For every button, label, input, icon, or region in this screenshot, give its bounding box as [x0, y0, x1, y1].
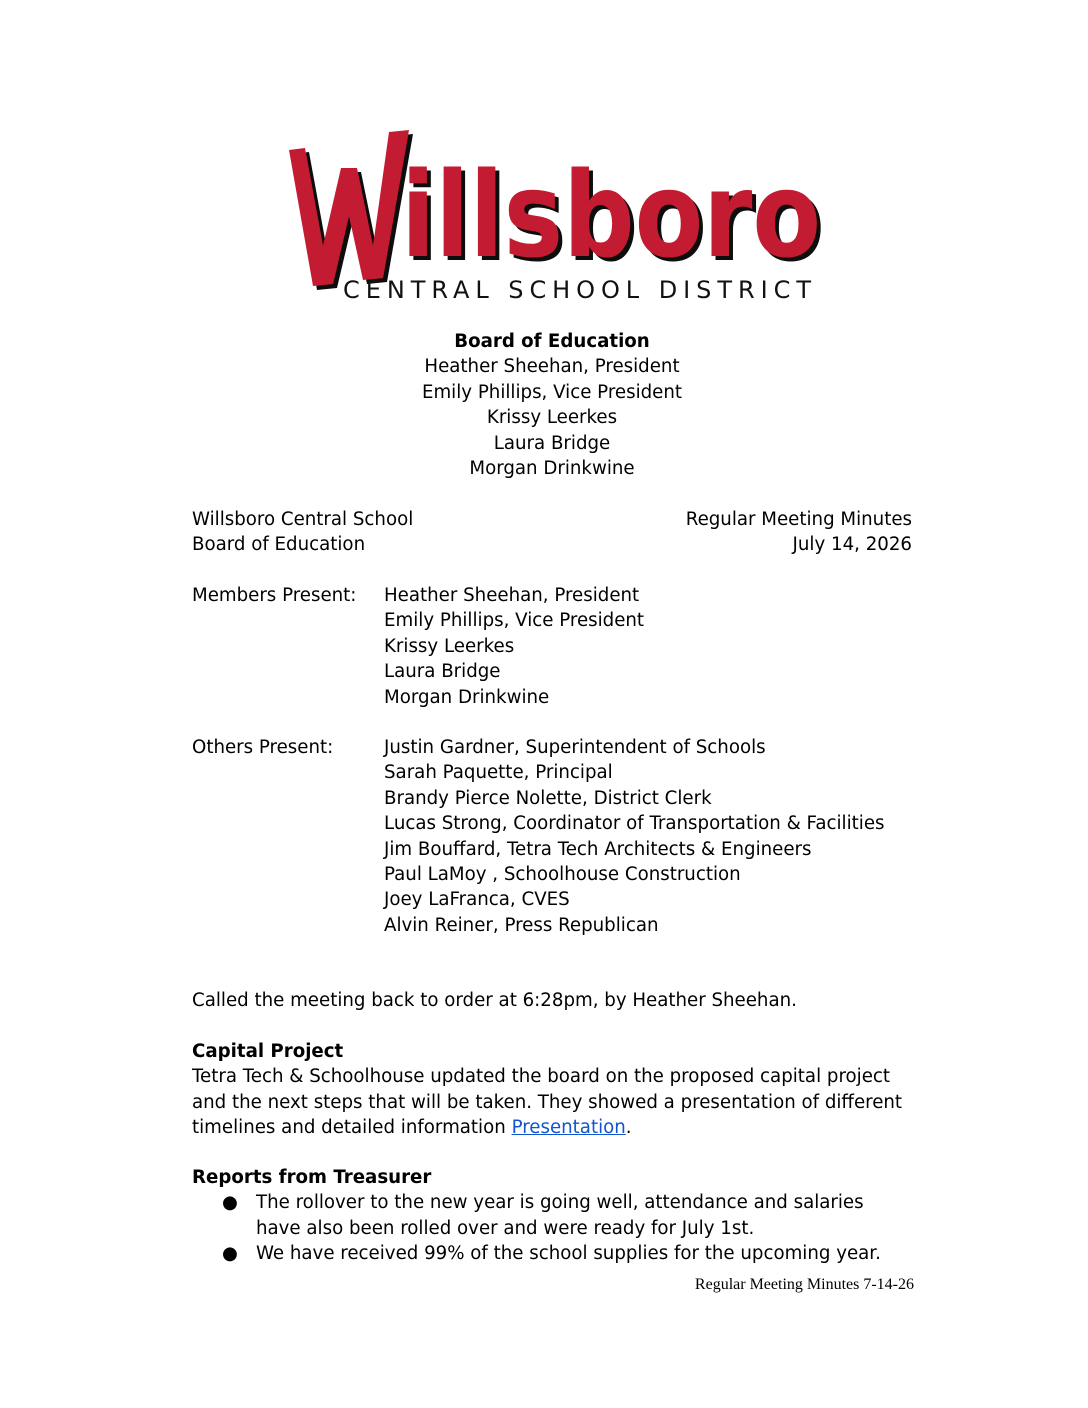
board-block — [192, 329, 912, 481]
members-present-name: Laura Bridge — [384, 661, 501, 683]
page-footer: Regular Meeting Minutes 7-14-26 — [694, 1276, 914, 1293]
others-present-section — [192, 735, 912, 938]
school-name: Willsboro Central School — [192, 509, 414, 530]
board-member: Krissy Leerkes — [486, 407, 618, 429]
capital-project-text — [192, 1064, 912, 1140]
members-present-name: Heather Sheehan, President — [384, 585, 640, 606]
others-present-label: Others Present: — [192, 737, 334, 758]
call-to-order: Called the meeting back to order at 6:28pm, by Heather Sheehan. — [192, 990, 797, 1011]
treasurer-section — [192, 1165, 912, 1267]
board-member: Laura Bridge — [493, 432, 611, 454]
others-present-name: Justin Gardner, Superintendent of Schools — [384, 737, 766, 758]
district-logo — [283, 128, 823, 304]
list-item-text: We have received 99% of the school supplies for the upcoming year. — [256, 1243, 881, 1265]
others-present-name: Joey LaFranca, CVES — [384, 889, 570, 911]
presentation-link[interactable]: Presentation — [511, 1117, 626, 1139]
document-type: Regular Meeting Minutes — [685, 509, 912, 530]
capital-project-body: Tetra Tech & Schoolhouse updated the board on the proposed capital project and the next steps that will be taken. They showed a presentation of different timelines and detailed information — [192, 1066, 903, 1139]
others-present-name: Jim Bouffard, Tetra Tech Architects & Engineers — [384, 838, 812, 860]
members-present-label: Members Present: — [192, 585, 357, 606]
list-item — [192, 1190, 912, 1241]
board-member: Morgan Drinkwine — [469, 458, 635, 480]
capital-project-section — [192, 1039, 912, 1141]
treasurer-heading: Reports from Treasurer — [192, 1167, 432, 1188]
members-present-name: Emily Phillips, Vice President — [384, 610, 645, 632]
capital-project-period: . — [625, 1117, 632, 1139]
logo-w-letter — [289, 130, 409, 286]
others-present-name: Brandy Pierce Nolette, District Clerk — [384, 787, 712, 809]
board-member: Heather Sheehan, President — [424, 356, 680, 378]
logo-wordmark-text: illsboro — [401, 146, 821, 284]
capital-project-heading: Capital Project — [192, 1041, 344, 1062]
list-item — [192, 1241, 912, 1266]
list-item-text: The rollover to the new year is going well, attendance and salaries have also been rolled over and were ready for July 1st. — [256, 1192, 864, 1239]
members-present-name: Krissy Leerkes — [384, 635, 515, 657]
members-present-section — [192, 583, 912, 710]
others-present-name: Paul LaMoy , Schoolhouse Construction — [384, 864, 741, 886]
others-present-name: Sarah Paquette, Principal — [384, 762, 613, 784]
bullet-icon: ● — [222, 1192, 238, 1214]
others-present-name: Alvin Reiner, Press Republican — [384, 914, 659, 936]
members-present-name: Morgan Drinkwine — [384, 686, 550, 708]
treasurer-list — [192, 1190, 912, 1266]
meeting-date: July 14, 2026 — [792, 534, 912, 556]
minutes-header — [192, 507, 912, 558]
logo-subtitle: CENTRAL SCHOOL DISTRICT — [343, 276, 811, 304]
board-member: Emily Phillips, Vice President — [421, 381, 683, 403]
bullet-icon: ● — [222, 1243, 238, 1265]
wordmark — [289, 130, 821, 286]
board-name: Board of Education — [192, 534, 366, 556]
board-heading: Board of Education — [454, 331, 650, 352]
others-present-name: Lucas Strong, Coordinator of Transportation & Facilities — [384, 813, 885, 835]
